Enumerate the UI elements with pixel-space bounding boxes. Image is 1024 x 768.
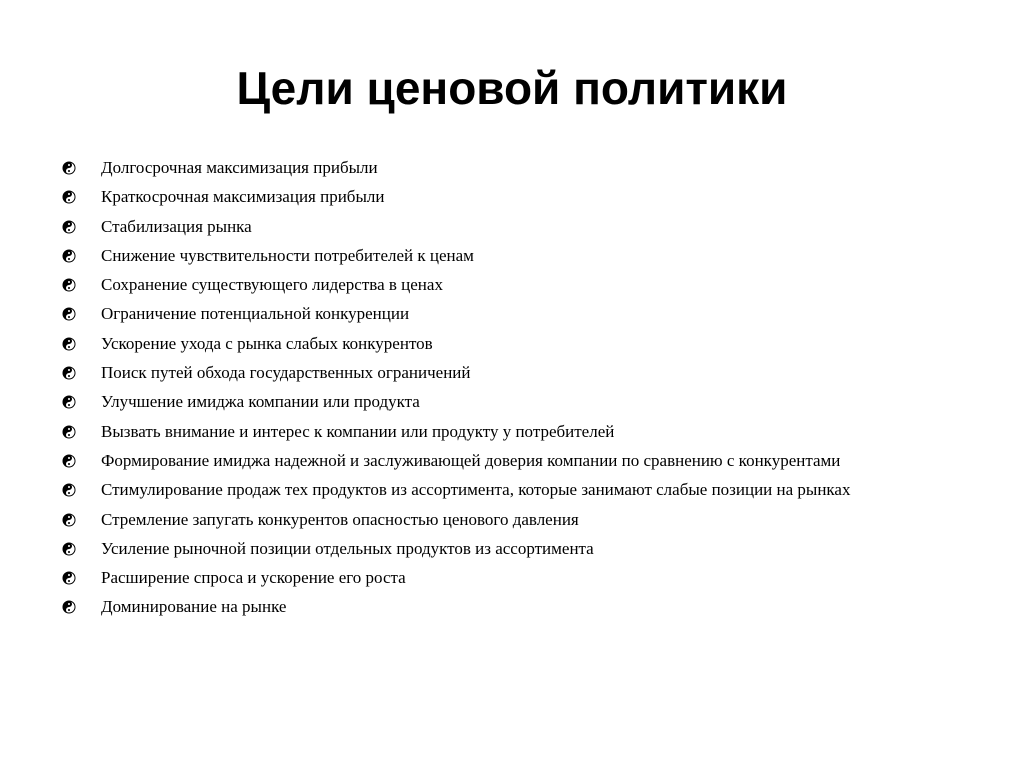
list-item-text: Вызвать внимание и интерес к компании или продукту у потребителей (101, 421, 615, 441)
list-item (60, 273, 920, 296)
list-item (60, 566, 920, 589)
list-item-text: Поиск путей обхода государственных ограничений (101, 363, 471, 383)
yin-yang-icon (62, 366, 76, 380)
yin-yang-icon (62, 395, 76, 409)
list-item-text: Снижение чувствительности потребителей к ценам (101, 245, 474, 265)
list-item (60, 508, 920, 531)
list-item-text: Улучшение имиджа компании или продукта (101, 392, 420, 412)
yin-yang-icon (62, 161, 76, 175)
list-item-text: Расширение спроса и ускорение его роста (101, 568, 406, 588)
yin-yang-icon (62, 307, 76, 321)
yin-yang-icon (62, 454, 76, 468)
list-item-text: Краткосрочная максимизация прибыли (101, 187, 385, 207)
list-item-text: Стремление запугать конкурентов опасностью ценового давления (101, 509, 579, 529)
list-item (60, 156, 920, 179)
yin-yang-icon (62, 190, 76, 204)
yin-yang-icon (62, 571, 76, 585)
yin-yang-icon (62, 542, 76, 556)
list-item (60, 332, 920, 355)
list-item (60, 215, 920, 238)
list-item (60, 449, 920, 472)
list-item-text: Сохранение существующего лидерства в ценах (101, 275, 443, 295)
bullet-list (60, 156, 920, 625)
yin-yang-icon (62, 337, 76, 351)
list-item-text: Усиление рыночной позиции отдельных продуктов из ассортимента (101, 538, 594, 558)
list-item (60, 420, 920, 443)
yin-yang-icon (62, 249, 76, 263)
slide-title: Цели ценовой политики (236, 62, 788, 114)
yin-yang-icon (62, 513, 76, 527)
list-item (60, 361, 920, 384)
list-item-text: Доминирование на рынке (101, 597, 287, 617)
list-item (60, 478, 920, 501)
list-item-text: Стабилизация рынка (101, 216, 252, 236)
list-item (60, 537, 920, 560)
yin-yang-icon (62, 600, 76, 614)
yin-yang-icon (62, 220, 76, 234)
list-item (60, 595, 920, 618)
list-item (60, 302, 920, 325)
list-item-text: Долгосрочная максимизация прибыли (101, 158, 378, 177)
list-item-text: Ускорение ухода с рынка слабых конкурентов (101, 333, 433, 353)
list-item (60, 390, 920, 413)
yin-yang-icon (62, 483, 76, 497)
yin-yang-icon (62, 278, 76, 292)
list-item-text: Ограничение потенциальной конкуренции (101, 304, 410, 324)
list-item (60, 244, 920, 267)
list-item-text: Стимулирование продаж тех продуктов из ассортимента, которые занимают слабые позиции на рынках (101, 480, 851, 500)
list-item (60, 185, 920, 208)
yin-yang-icon (62, 425, 76, 439)
list-item-text: Формирование имиджа надежной и заслуживающей доверия компании по сравнению с конкурентами (101, 450, 841, 470)
